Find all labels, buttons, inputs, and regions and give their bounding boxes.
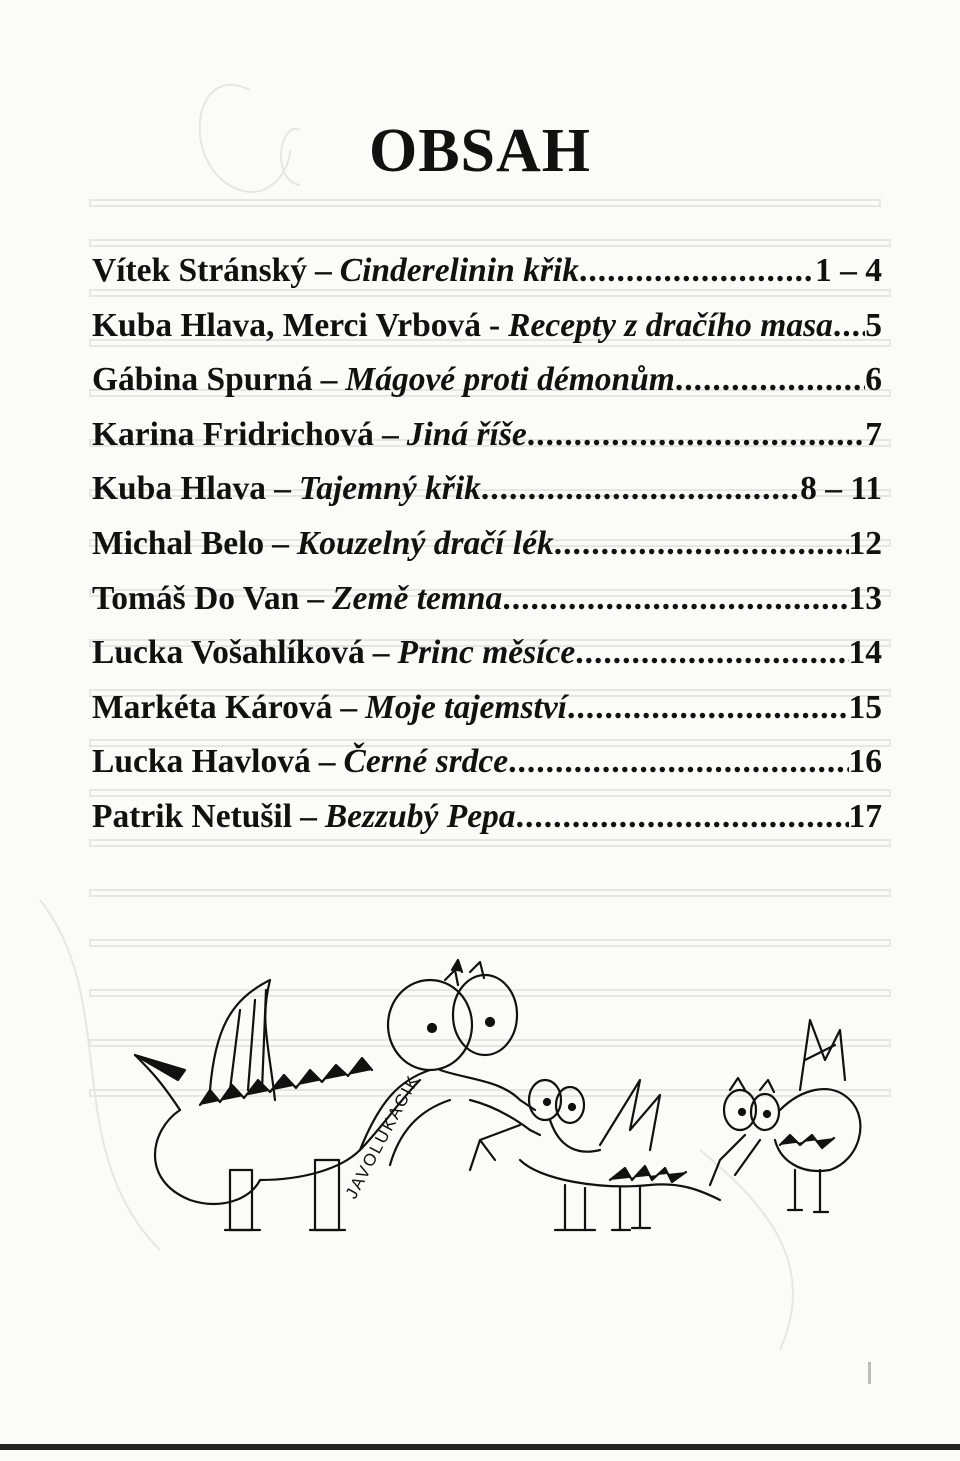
dot-leader (575, 634, 848, 672)
toc-entry (92, 580, 882, 635)
toc-entry (92, 416, 882, 471)
entry-title: Mágové proti démonům (345, 361, 675, 399)
dot-leader (833, 307, 865, 345)
toc-entry (92, 743, 882, 798)
dot-leader (508, 743, 848, 781)
entry-separator: – (274, 470, 291, 508)
entry-separator: - (488, 306, 501, 344)
entry-author: Gábina Spurná (92, 361, 313, 399)
entry-title: Země temna (332, 579, 503, 617)
entry-page-number: 16 (848, 743, 882, 781)
entry-title: Černé srdce (343, 743, 509, 781)
dragon-label-text: JAVOLUKACIK (341, 1071, 424, 1202)
dot-leader (579, 252, 815, 290)
entry-page-number: 6 (865, 361, 882, 399)
dot-leader (516, 798, 849, 836)
entry-title: Tajemný křik (298, 470, 481, 508)
toc-entry (92, 361, 882, 416)
table-of-contents (92, 252, 882, 853)
entry-author: Vítek Stránský (92, 252, 307, 289)
entry-author: Patrik Netušil (92, 797, 293, 835)
entry-title: Cinderelinin křik (339, 252, 579, 289)
entry-separator: – (307, 579, 325, 617)
entry-author: Kuba Hlava (92, 470, 267, 508)
entry-title: Kouzelný dračí lék (296, 524, 554, 562)
entry-separator: – (340, 688, 358, 726)
entry-separator: – (315, 252, 332, 289)
entry-author: Michal Belo (92, 524, 265, 562)
big-dragon-eye (453, 975, 517, 1055)
toc-entry (92, 689, 882, 744)
entry-page-number: 8 – 11 (800, 470, 882, 508)
page-bottom-edge (0, 1444, 960, 1450)
edge-mark (868, 1362, 871, 1384)
dot-leader (481, 470, 800, 508)
entry-page-number: 1 – 4 (815, 252, 882, 289)
entry-title: Bezzubý Pepa (324, 797, 516, 835)
dot-leader (567, 689, 849, 727)
entry-title: Recepty z dračího masa (508, 306, 833, 344)
entry-separator: – (372, 634, 390, 672)
toc-entry (92, 252, 882, 307)
dot-leader (554, 525, 849, 563)
entry-separator: – (300, 797, 317, 835)
toc-entry (92, 470, 882, 525)
entry-author: Lucka Havlová (92, 743, 311, 781)
dot-leader (502, 580, 848, 618)
toc-entry (92, 798, 882, 853)
entry-author: Markéta Kárová (92, 688, 333, 726)
entry-separator: – (320, 361, 338, 399)
toc-entry (92, 525, 882, 580)
dot-leader (675, 361, 865, 399)
entry-title: Moje tajemství (365, 688, 567, 726)
page-title: OBSAH (368, 117, 592, 185)
entry-title: Princ měsíce (397, 634, 576, 672)
toc-entry (92, 307, 882, 362)
entry-separator: – (381, 415, 399, 453)
entry-page-number: 15 (848, 688, 882, 726)
entry-separator: – (318, 743, 336, 781)
entry-page-number: 5 (865, 306, 882, 344)
dot-leader (527, 416, 865, 454)
dragon-illustration (0, 930, 960, 1260)
entry-separator: – (272, 524, 289, 562)
entry-author: Tomáš Do Van (92, 579, 300, 617)
entry-page-number: 13 (848, 579, 882, 617)
entry-author: Kuba Hlava, Merci Vrbová (92, 306, 481, 344)
entry-author: Lucka Vošahlíková (92, 634, 365, 672)
third-dragon-body (775, 1089, 860, 1171)
entry-title: Jiná říše (406, 415, 527, 453)
entry-page-number: 14 (848, 634, 882, 672)
entry-author: Karina Fridrichová (92, 415, 374, 453)
entry-page-number: 17 (848, 797, 882, 835)
toc-entry (92, 634, 882, 689)
entry-page-number: 12 (848, 524, 882, 562)
entry-page-number: 7 (865, 415, 882, 453)
